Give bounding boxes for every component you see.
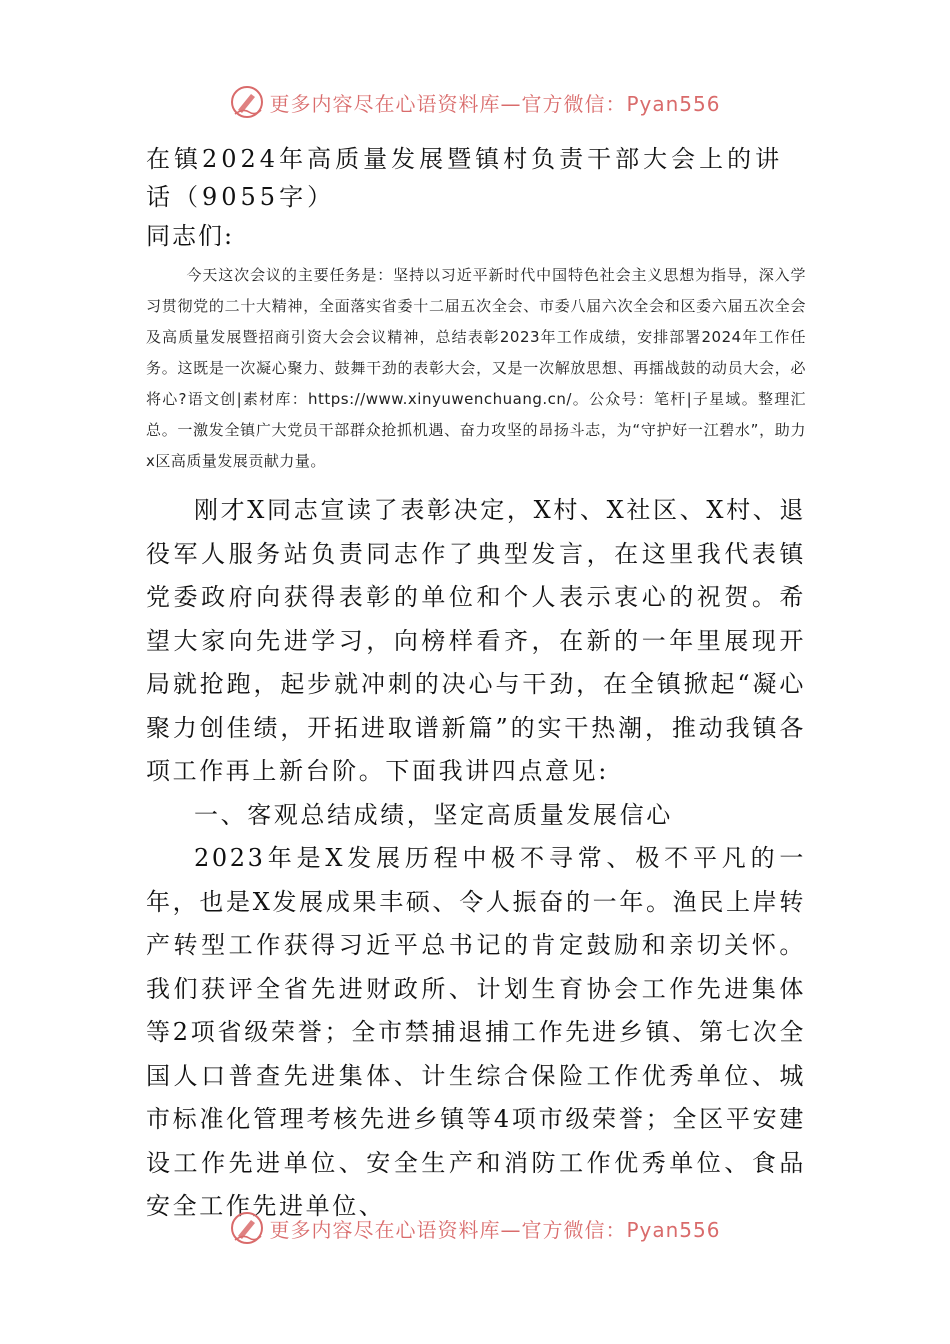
watermark-header [0,82,950,122]
paragraph-2: 2023年是X发展历程中极不寻常、极不平凡的一年，也是X发展成果丰硕、令人振奋的一年。渔民上岸转产转型工作获得习近平总书记的肯定鼓励和亲切关怀。我们获评全省先进财政所、计划生育协会工作先进集体等2项省级荣誉；全市禁捕退捕工作先进乡镇、第七次全国人口普查先进集体、计生综合保险工作优秀单位、城市标准化管理考核先进乡镇等4项市级荣誉；全区平安建设工作先进单位、安全生产和消防工作优秀单位、食品安全工作先进单位、 [146,844,806,1220]
watermark-text: 更多内容尽在心语资料库—官方微信：Pyan556 [269,91,721,116]
salutation: 同志们: [146,222,235,250]
document-title: 在镇2024年高质量发展暨镇村负责干部大会上的讲话（9055字） [146,145,784,211]
intro-paragraph: 今天这次会议的主要任务是：坚持以习近平新时代中国特色社会主义思想为指导，深入学习贯彻党的二十大精神，全面落实省委十二届五次全会、市委八届六次全会和区委六届五次全会及高质量发展暨招商引资大会会议精神，总结表彰2023年工作成绩，安排部署2024年工作任务。这既是一次凝心聚力、鼓舞干劲的表彰大会，又是一次解放思想、再擂战鼓的动员大会，必将心?语文创|素材库：https://www.xinyuwenchuang.cn/。公众号：笔杆|子星域。整理汇总。一激发全镇广大党员干部群众抢抓机遇、奋力攻坚的昂扬斗志，为“守护好一江碧水”，助力x区高质量发展贡献力量。 [146,266,806,470]
section-heading-1: 一、客观总结成绩，坚定高质量发展信心 [194,800,673,829]
watermark-text: 更多内容尽在心语资料库—官方微信：Pyan556 [269,1217,721,1242]
watermark-footer [0,1208,950,1248]
pen-logo-icon [229,84,265,120]
pen-logo-icon [229,1210,265,1246]
document-body [146,140,806,1229]
paragraph-1: 刚才X同志宣读了表彰决定，X村、X社区、X村、退役军人服务站负责同志作了典型发言，在这里我代表镇党委政府向获得表彰的单位和个人表示衷心的祝贺。希望大家向先进学习，向榜样看齐，在新的一年里展现开局就抢跑，起步就冲刺的决心与干劲，在全镇掀起“凝心聚力创佳绩，开拓进取谱新篇”的实干热潮，推动我镇各项工作再上新台阶。下面我讲四点意见: [146,496,806,785]
